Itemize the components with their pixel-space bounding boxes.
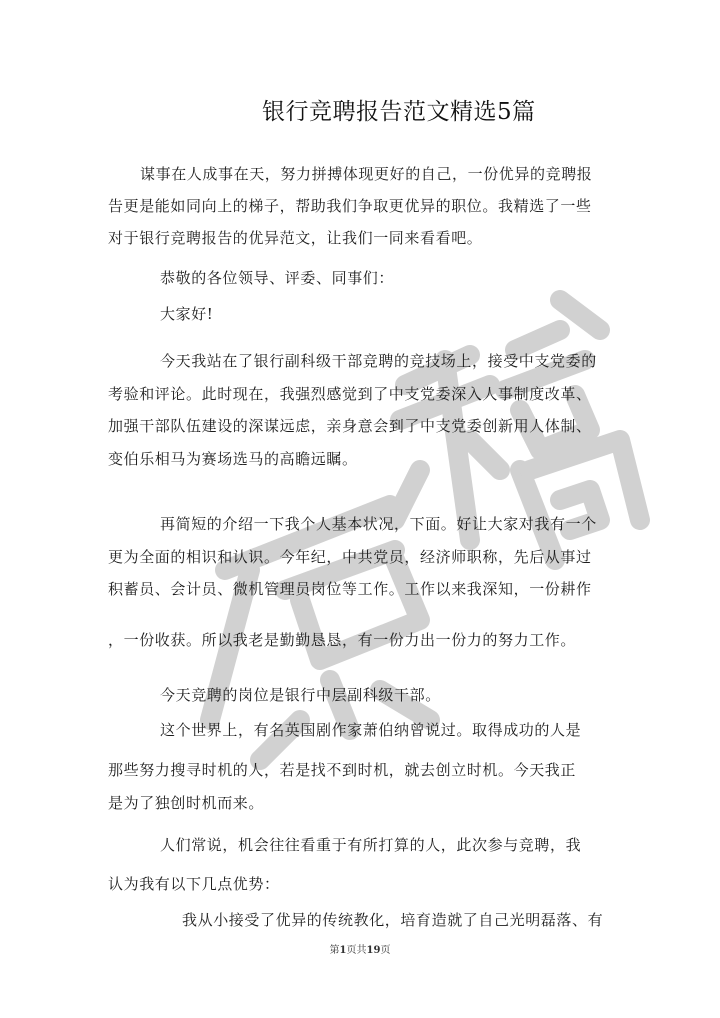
document-title: 银行竞聘报告范文精选5篇	[262, 99, 536, 125]
page-number-footer	[0, 941, 720, 956]
text-line: 加强干部队伍建设的深谋远虑，亲身意会到了中支党委创新用人体制、	[108, 417, 592, 435]
footer-suffix: 页	[380, 945, 391, 956]
text-line: 对于银行竞聘报告的优异范文，让我们一同来看看吧。	[108, 229, 483, 247]
text-line: 谋事在人成事在天，努力拼搏体现更好的自己，一份优异的竞聘报	[140, 165, 593, 183]
text-line: 大家好!	[160, 305, 214, 323]
text-line: 再简短的介绍一下我个人基本状况，下面。好让大家对我有一个	[160, 515, 597, 533]
text-line: 恭敬的各位领导、评委、同事们：	[160, 269, 395, 287]
text-line: 是为了独创时机而来。	[108, 794, 265, 812]
text-line: 今天竞聘的岗位是银行中层副科级干部。	[160, 686, 441, 704]
current-page-number: 1	[339, 945, 347, 956]
text-line: 告更是能如同向上的梯子，帮助我们争取更优异的职位。我精选了一些	[108, 197, 592, 215]
text-line: 变伯乐相马为赛场选马的高瞻远瞩。	[108, 450, 358, 468]
text-line: 积蓄员、会计员、微机管理员岗位等工作。工作以来我深知，一份耕作	[108, 580, 592, 598]
text-line: 我从小接受了优异的传统教化，培育造就了自己光明磊落、有	[182, 911, 604, 929]
text-line: 更为全面的相识和认识。今年纪，中共党员，经济师职称，先后从事过	[108, 548, 592, 566]
text-line: 今天我站在了银行副科级干部竞聘的竞技场上，接受中支党委的	[160, 352, 597, 370]
text-line: ，一份收获。所以我老是勤勤恳恳，有一份力出一份力的努力工作。	[108, 631, 577, 649]
text-line: 认为我有以下几点优势：	[108, 875, 280, 893]
text-line: 那些努力搜寻时机的人，若是找不到时机，就去创立时机。今天我正	[108, 761, 577, 779]
text-line: 考验和评论。此时现在，我强烈感觉到了中支党委深入人事制度改革、	[108, 385, 592, 403]
text-line: 这个世界上，有名英国剧作家萧伯纳曾说过。取得成功的人是	[160, 721, 582, 739]
footer-prefix: 第	[329, 945, 340, 956]
text-line: 人们常说，机会往往看重于有所打算的人，此次参与竞聘，我	[160, 836, 582, 854]
total-page-number: 19	[366, 945, 381, 956]
footer-middle: 页共	[346, 945, 367, 956]
